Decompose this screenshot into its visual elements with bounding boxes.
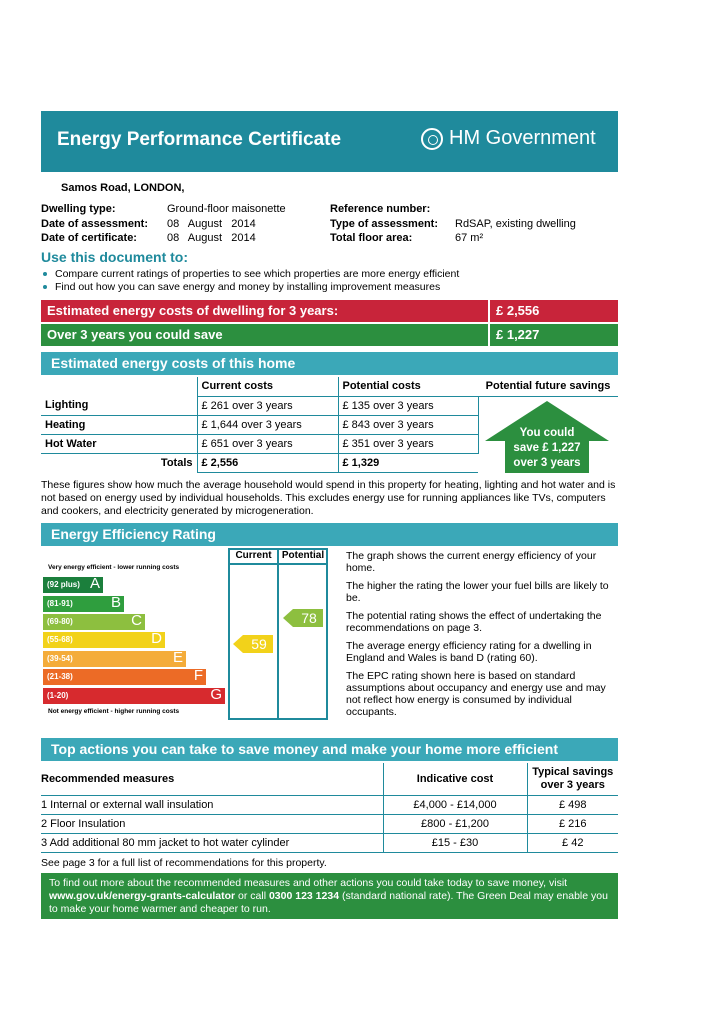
footer-text: or call (235, 890, 269, 902)
cost-cell: £15 - £30 (383, 833, 527, 852)
band-letter: F (193, 667, 203, 684)
current-cost-cell: £ 261 over 3 years (197, 396, 338, 415)
row-label: Lighting (41, 396, 197, 415)
table-header-cell: Indicative cost (383, 763, 527, 795)
row-label: Heating (41, 415, 197, 434)
table-row (41, 833, 618, 852)
rating-explanation (346, 550, 616, 724)
costs-table (41, 377, 479, 473)
list-item (43, 281, 459, 294)
potential-cost-cell: £ 135 over 3 years (338, 396, 478, 415)
band-letter: E (172, 649, 183, 666)
detail-value: 08 August 2014 (167, 232, 256, 244)
rating-chart (41, 548, 329, 720)
current-cost-cell: £ 651 over 3 years (197, 434, 338, 453)
detail-row (330, 218, 618, 233)
potential-column-header: Potential (281, 550, 325, 561)
detail-row (41, 203, 321, 218)
band-d (43, 632, 165, 648)
band-f (43, 669, 206, 685)
band-letter: A (89, 575, 100, 592)
row-label: Hot Water (41, 434, 197, 453)
footer-text: (standard national rate). The Green Deal may enable you to make your home warmer and cheaper to run. (49, 890, 608, 915)
costs-note: These figures show how much the average household would spend in this property for heating, lighting and hot water and is not based on energy used by individual households. This excludes energy use for running appliances like TVs, computers and cookers, and electricity generated by microgeneration. (41, 479, 616, 517)
measure-cell: 3 Add additional 80 mm jacket to hot water cylinder (41, 833, 383, 852)
rating-column-divider (277, 548, 279, 720)
bullet-icon (43, 285, 47, 289)
current-cost-cell: £ 1,644 over 3 years (197, 415, 338, 434)
detail-label: Date of assessment: (41, 217, 148, 230)
band-range: (1-20) (47, 691, 69, 700)
actions-table-wrap (41, 763, 618, 853)
could-save-bar: Over 3 years you could save (41, 324, 488, 346)
savings-line: over 3 years (513, 457, 581, 469)
certificate-title: Energy Performance Certificate (57, 129, 342, 150)
savings-header-line: Typical savings (532, 765, 614, 778)
band-g (43, 688, 225, 704)
cost-cell: £4,000 - £14,000 (383, 795, 527, 814)
rating-section-heading: Energy Efficiency Rating (41, 523, 618, 546)
band-range: (39-54) (47, 654, 73, 663)
detail-label: Dwelling type: (41, 203, 116, 215)
phone-number: 0300 123 1234 (268, 890, 340, 902)
band-range: (92 plus) (47, 580, 80, 589)
future-savings-header: Potential future savings (478, 377, 618, 397)
rating-header-divider (228, 563, 328, 565)
band-letter: D (151, 630, 162, 647)
table-header-row (41, 763, 618, 795)
table-row (41, 434, 478, 453)
band-letter: C (131, 612, 142, 629)
band-range: (21-38) (47, 672, 73, 681)
details-left (41, 203, 321, 247)
band-range: (69-80) (47, 617, 73, 626)
detail-row (41, 218, 321, 233)
totals-row (41, 453, 478, 472)
total-current-cell: £ 2,556 (197, 453, 338, 472)
hm-government-logo (421, 127, 596, 150)
rating-paragraph: The graph shows the current energy efficiency of your home. (346, 550, 597, 574)
costs-table-wrap (41, 377, 479, 473)
savings-line: save £ 1,227 (513, 442, 581, 454)
detail-value: Ground-floor maisonette (167, 203, 286, 215)
savings-line: You could (519, 427, 575, 439)
table-header-cell: Current costs (197, 377, 338, 396)
find-out-more-box (41, 873, 618, 919)
potential-rating-value: 78 (301, 610, 317, 626)
list-item (43, 268, 459, 281)
estimated-cost-bar: Estimated energy costs of dwelling for 3 years: (41, 300, 488, 322)
details-right (330, 203, 618, 247)
savings-arrow-text (500, 426, 594, 471)
measure-cell: 2 Floor Insulation (41, 814, 383, 833)
rating-paragraph: The potential rating shows the effect of undertaking the recommendations on page 3. (346, 610, 602, 634)
detail-label: Total floor area: (330, 232, 413, 244)
band-b (43, 596, 124, 612)
saving-cell: £ 216 (527, 814, 618, 833)
detail-row (330, 232, 618, 247)
actions-section-heading: Top actions you can take to save money and make your home more efficient (41, 738, 618, 761)
estimated-cost-value: £ 2,556 (490, 300, 618, 322)
band-range: (55-68) (47, 635, 73, 644)
list-item-text: Compare current ratings of properties to see which properties are more energy efficient (55, 268, 460, 280)
current-column-header: Current (235, 550, 272, 561)
table-row (41, 415, 478, 434)
cost-cell: £800 - £1,200 (383, 814, 527, 833)
band-e (43, 651, 186, 667)
band-range: (81-91) (47, 599, 73, 608)
see-page-note: See page 3 for a full list of recommendations for this property. (41, 857, 327, 869)
potential-cost-cell: £ 843 over 3 years (338, 415, 478, 434)
potential-cost-cell: £ 351 over 3 years (338, 434, 478, 453)
top-efficiency-label: Very energy efficient - lower running costs (48, 564, 180, 571)
band-c (43, 614, 145, 630)
totals-label: Totals (160, 456, 193, 469)
table-row (41, 814, 618, 833)
detail-label: Reference number: (330, 203, 431, 215)
saving-cell: £ 42 (527, 833, 618, 852)
rating-paragraph: The higher the rating the lower your fuel bills are likely to be. (346, 580, 609, 604)
detail-value: 08 August 2014 (167, 217, 256, 230)
detail-value: RdSAP, existing dwelling (455, 217, 576, 230)
rating-bands (43, 577, 227, 707)
rating-paragraph: The EPC rating shown here is based on standard assumptions about occupancy and energy use and may not reflect how energy is consumed by individual occupants. (346, 670, 606, 718)
detail-label: Date of certificate: (41, 232, 137, 244)
savings-header-line: over 3 years (540, 778, 605, 791)
table-header-cell (527, 763, 618, 795)
table-row (41, 396, 478, 415)
table-header-cell: Potential costs (338, 377, 478, 396)
bullet-icon (43, 272, 47, 276)
property-address: Samos Road, LONDON, (61, 182, 185, 194)
current-rating-value: 59 (251, 636, 267, 652)
bottom-efficiency-label: Not energy efficient - higher running costs (48, 708, 180, 715)
hm-government-text: HM Government (449, 127, 596, 149)
could-save-value: £ 1,227 (490, 324, 618, 346)
actions-table (41, 763, 618, 853)
detail-row (330, 203, 618, 218)
use-document-heading: Use this document to: (41, 249, 189, 265)
saving-cell: £ 498 (527, 795, 618, 814)
table-header-row (41, 377, 478, 396)
detail-row (41, 232, 321, 247)
band-letter: G (210, 686, 222, 703)
footer-text: To find out more about the recommended measures and other actions you could take today to save money, visit (49, 877, 568, 889)
use-document-list (43, 268, 459, 294)
band-letter: B (110, 594, 121, 611)
table-row (41, 795, 618, 814)
certificate-header (41, 111, 618, 172)
measure-cell: 1 Internal or external wall insulation (41, 795, 383, 814)
detail-label: Type of assessment: (330, 217, 439, 230)
costs-section-heading: Estimated energy costs of this home (41, 352, 618, 375)
table-header-cell: Recommended measures (41, 763, 383, 795)
grants-calculator-link[interactable]: www.gov.uk/energy-grants-calculator (49, 890, 236, 902)
table-header-cell (41, 377, 197, 396)
royal-crest-icon (421, 128, 443, 150)
list-item-text: Find out how you can save energy and money by installing improvement measures (55, 281, 441, 293)
total-potential-cell: £ 1,329 (338, 453, 478, 472)
detail-value: 67 m² (455, 232, 484, 244)
band-a (43, 577, 103, 593)
rating-paragraph: The average energy efficiency rating for a dwelling in England and Wales is band D (rating 60). (346, 640, 592, 664)
